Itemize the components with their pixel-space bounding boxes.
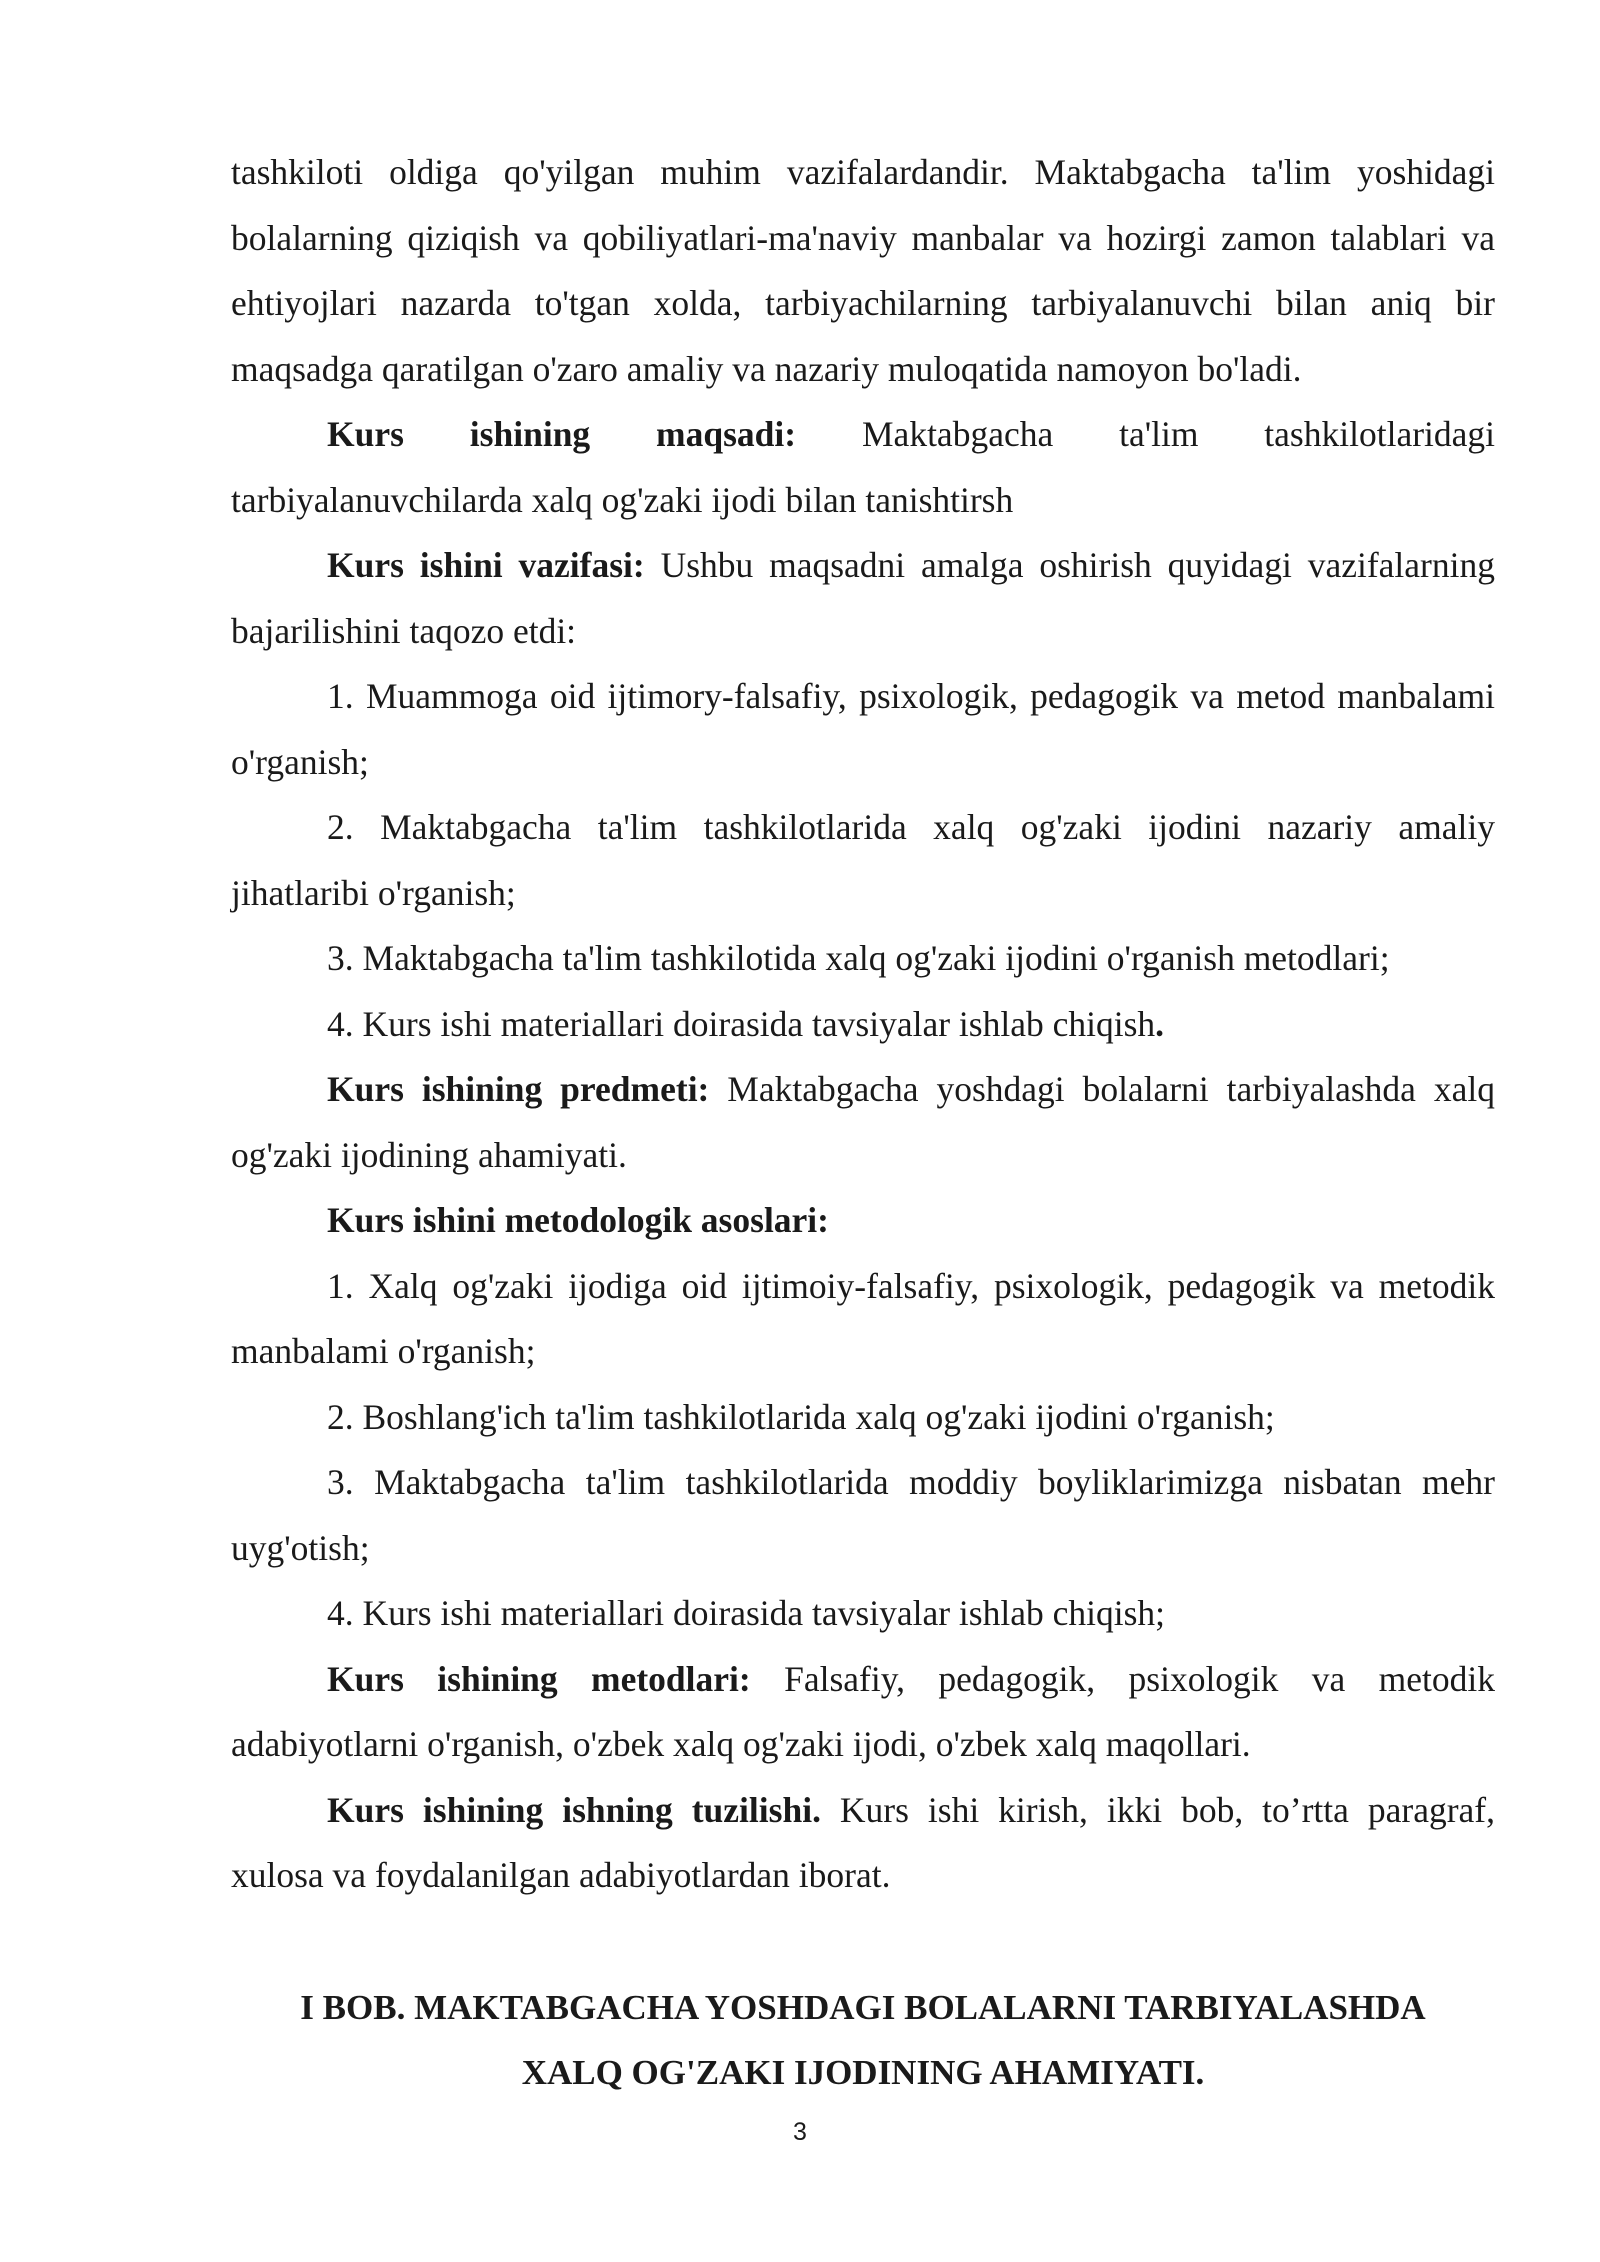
metodologik-item: 4. Kurs ishi materiallari doirasida tavsiyalar ishlab chiqish; [327,1593,1165,1633]
chapter-heading-line1: I BOB. MAKTABGACHA YOSHDAGI BOLALARNI TARBIYALASHDA [300,1988,1426,2027]
tuzilish-text: Kurs ishi kirish, ikki bob, to’rtta paragraf, xulosa va foydalanilgan adabiyotlardan iborat. [231,1789,1495,1895]
metodlar-paragraph [231,1647,1495,1778]
predmet-label: Kurs ishining predmeti: [327,1069,710,1109]
vazifa-label: Kurs ishini vazifasi: [327,545,645,585]
metodologik-item: 1. Xalq og'zaki ijodiga oid ijtimoiy-falsafiy, psixologik, pedagogik va metodik manbalami o'rganish; [231,1265,1495,1371]
vazifa-item: 2. Maktabgacha ta'lim tashkilotlarida xalq og'zaki ijodini nazariy amaliy jihatlaribi o'rganish; [231,807,1495,913]
vazifa-item-last [231,992,1495,1058]
vazifa-item-period: . [1155,1003,1165,1044]
metodologik-item: 2. Boshlang'ich ta'lim tashkilotlarida xalq og'zaki ijodini o'rganish; [327,1396,1275,1437]
vazifa-item: 3. Maktabgacha ta'lim tashkilotida xalq og'zaki ijodini o'rganish metodlari; [327,938,1390,978]
page-number: 3 [793,2118,807,2146]
tuzilish-label: Kurs ishining ishning tuzilishi. [327,1789,821,1830]
predmet-paragraph [231,1057,1495,1188]
vazifa-item-text: 4. Kurs ishi materiallari doirasida tavsiyalar ishlab chiqish [327,1003,1156,1044]
vazifa-item: 1. Muammoga oid ijtimory-falsafiy, psixologik, pedagogik va metod manbalami o'rganish; [231,676,1495,782]
vazifa-text: Ushbu maqsadni amalga oshirish quyidagi vazifalarning bajarilishini taqozo etdi: [231,545,1495,651]
intro-paragraph: tashkiloti oldiga qo'yilgan muhim vazifalardandir. Maktabgacha ta'lim yoshidagi bolalarning qiziqish va qobiliyatlari-ma'naviy manbalar va hozirgi zamon talablari va ehtiyojlari nazarda to'tgan xolda, tarbiyachilarning tarbiyalanuvchi bilan aniq bir maqsadga qaratilgan o'zaro amaliy va nazariy muloqatida namoyon bo'ladi. [231,152,1495,389]
metodologik-item: 3. Maktabgacha ta'lim tashkilotlarida moddiy boyliklarimizga nisbatan mehr uyg'otish; [231,1462,1495,1568]
chapter-heading [231,1975,1495,2105]
vazifa-paragraph [231,533,1495,664]
tuzilish-paragraph [231,1778,1495,1909]
document-body [231,140,1495,1909]
maqsad-paragraph [231,402,1495,533]
metodlar-label: Kurs ishining metodlari: [327,1658,751,1699]
maqsad-label: Kurs ishining maqsadi: [327,414,797,454]
maqsad-text: Maktabgacha ta'lim tashkilotlaridagi tarbiyalanuvchilarda xalq og'zaki ijodi bilan tanishtirsh [231,414,1496,520]
predmet-text: Maktabgacha yoshdagi bolalarni tarbiyalashda xalq og'zaki ijodining ahamiyati. [231,1069,1495,1175]
metodologik-heading [231,1188,1495,1254]
metodlar-text: Falsafiy, pedagogik, psixologik va metodik adabiyotlarni o'rganish, o'zbek xalq og'zaki ijodi, o'zbek xalq maqollari. [231,1658,1495,1764]
chapter-heading-line2: XALQ OG'ZAKI IJODINING AHAMIYATI. [521,2053,1205,2092]
metodologik-label: Kurs ishini metodologik asoslari: [327,1200,829,1240]
